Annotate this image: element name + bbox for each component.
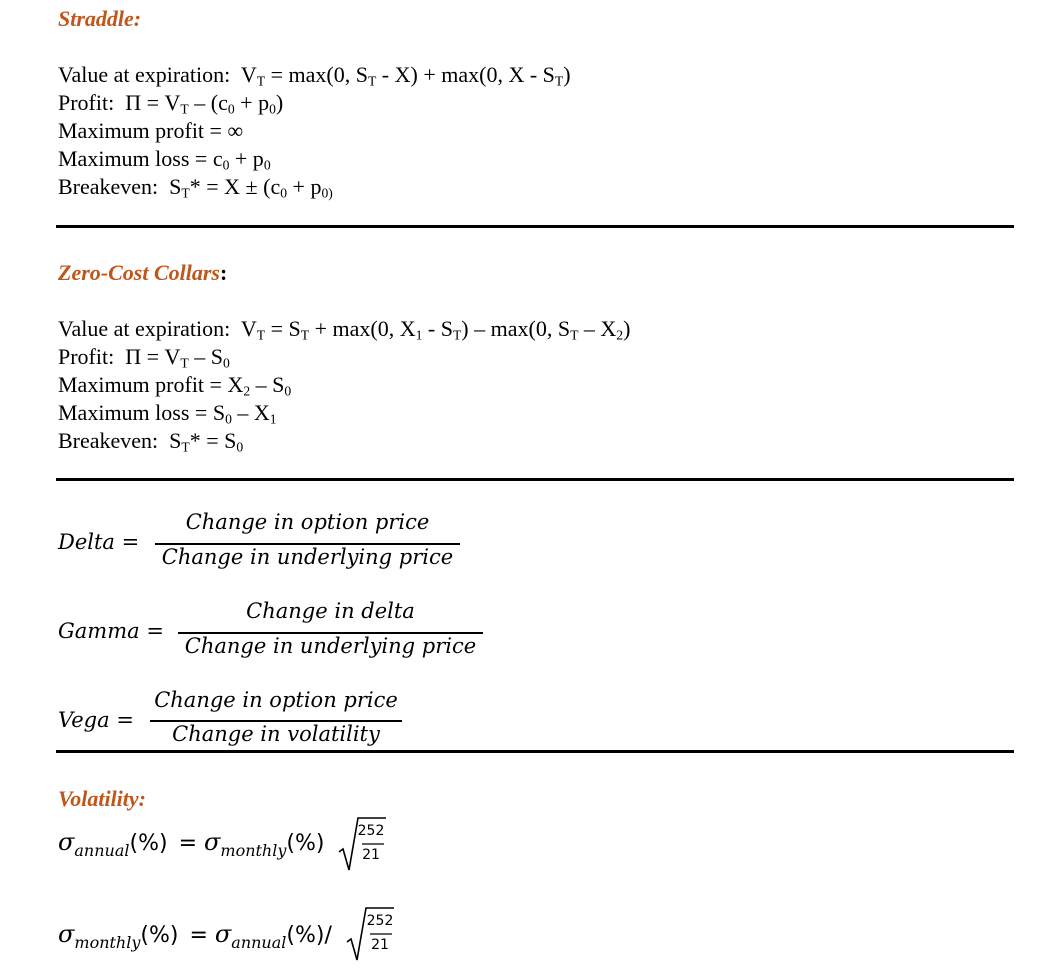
collars-breakeven-line: Breakeven: $S_T* = S_0$ — [58, 428, 244, 455]
straddle-profit-line: Profit: $\Pi = V_T - (c_0 + p_0)$ — [58, 90, 284, 117]
vega-numerator: Change in option price — [154, 688, 398, 712]
collars-max-loss-line: Maximum loss = $S_0 - X_1$ — [58, 400, 277, 427]
vega-name: Vega — [58, 708, 110, 732]
collars-title — [58, 260, 227, 286]
collars-max-profit-line: Maximum profit = $X_2 - S_0$ — [58, 372, 292, 399]
collars-max-profit-label: Maximum profit — [58, 372, 205, 397]
section-divider — [56, 478, 1014, 481]
monthly-subscript: monthly — [220, 841, 287, 860]
collars-title-text: Zero-Cost Collars — [58, 260, 220, 285]
annual-subscript: annual — [74, 841, 130, 860]
collars-title-colon: : — [219, 260, 228, 285]
radical-numerator: 252 — [366, 913, 394, 929]
volatility-title: Volatility: — [58, 786, 146, 811]
gamma-label: Gamma = — [58, 619, 164, 643]
straddle-max-loss-label: Maximum loss — [58, 146, 190, 171]
delta-numerator: Change in option price — [185, 510, 430, 534]
collars-max-loss-label: Maximum loss — [58, 400, 190, 425]
straddle-breakeven-line: Breakeven: $S_T* = X \pm (c_0 + p_{0)}$ — [58, 174, 333, 201]
percent-paren: (%) — [129, 831, 168, 856]
gamma-name: Gamma — [58, 619, 140, 643]
collars-value-label: Value at expiration: — [58, 316, 231, 341]
straddle-title: Straddle: — [58, 6, 142, 31]
delta-name: Delta — [58, 530, 115, 554]
radical-denominator: 21 — [371, 937, 389, 953]
percent-paren: (%) — [286, 831, 325, 856]
gamma-denominator: Change in underlying price — [184, 634, 477, 658]
vega-denominator: Change in volatility — [172, 722, 380, 746]
gamma-numerator: Change in delta — [246, 599, 415, 623]
sigma-symbol: σ — [58, 828, 75, 856]
percent-paren: (%) — [140, 923, 179, 948]
monthly-subscript: monthly — [74, 933, 141, 952]
equals-sign: = — [171, 831, 204, 856]
equals-sign: = — [182, 923, 215, 948]
radical-denominator: 21 — [362, 847, 380, 863]
percent-paren: (%) — [286, 923, 325, 948]
straddle-value-line: Value at expiration: $V_T = \max(0$, $S_T - X) + \max(0$, X - $S_T$) — [58, 62, 571, 89]
straddle-max-profit-line: Maximum profit = ∞ — [58, 118, 244, 143]
sigma-symbol: σ — [204, 828, 221, 856]
vega-label: Vega = — [58, 708, 134, 732]
straddle-profit-label: Profit: — [58, 90, 115, 115]
straddle-max-profit-label: Maximum profit — [58, 118, 205, 143]
delta-label: Delta = — [58, 530, 140, 554]
volatility-monthly-formula — [58, 920, 332, 952]
collars-value-line: Value at expiration: $V_T = S_T + \max(0$, $X_1 - S_T) - \max(0$, $S_T - X_2$) — [58, 316, 631, 343]
section-divider — [56, 750, 1014, 753]
straddle-max-loss-line: Maximum loss = $c_0 + p_0$ — [58, 146, 271, 173]
straddle-value-label: Value at expiration: — [58, 62, 231, 87]
radical-numerator: 252 — [357, 823, 385, 839]
delta-denominator: Change in underlying price — [161, 545, 454, 569]
sigma-symbol: σ — [58, 920, 75, 948]
division-slash: / — [324, 923, 332, 948]
section-divider — [56, 225, 1014, 228]
volatility-annual-formula — [58, 828, 325, 860]
straddle-max-profit-value: ∞ — [227, 118, 244, 143]
sigma-symbol: σ — [214, 920, 232, 948]
collars-breakeven-label: Breakeven: — [58, 428, 159, 453]
collars-profit-label: Profit: — [58, 344, 115, 369]
collars-profit-line: Profit: $\Pi = V_T - S_0$ — [58, 344, 230, 371]
straddle-breakeven-label: Breakeven: — [58, 174, 159, 199]
annual-subscript: annual — [231, 933, 287, 952]
